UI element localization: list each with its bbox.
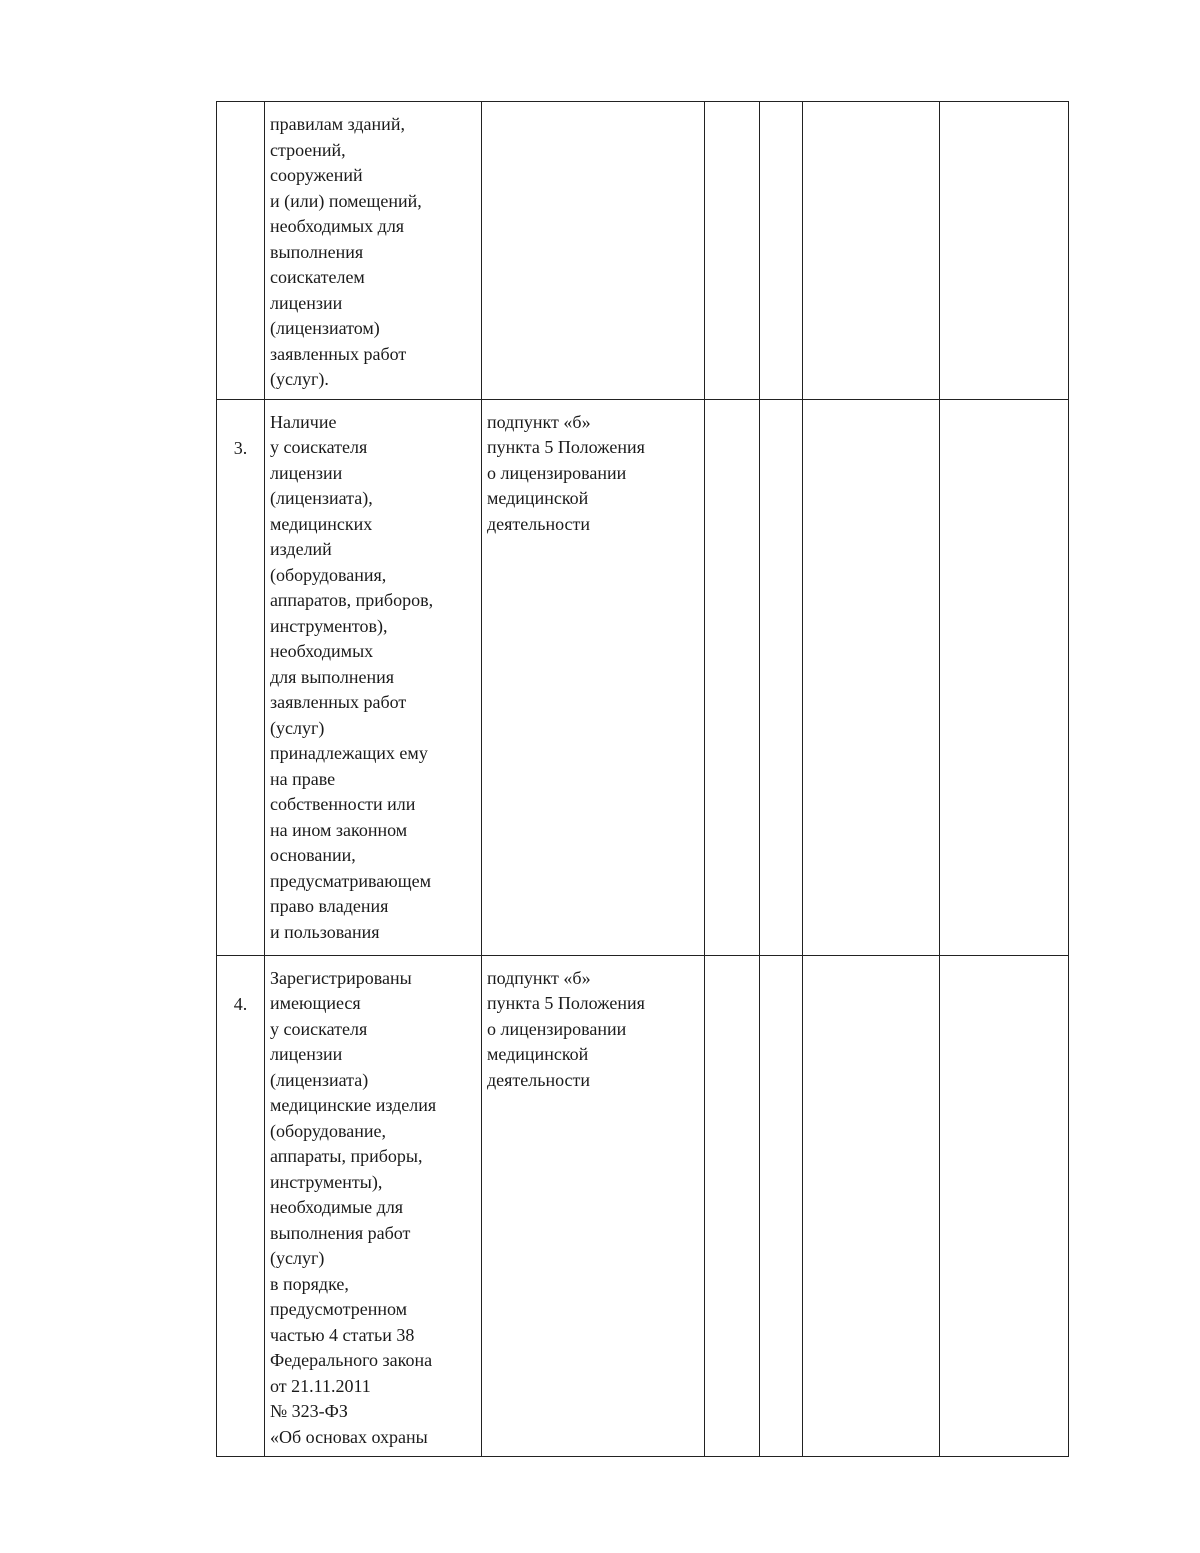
reference-cell (482, 102, 705, 400)
cell-text-line: сооружений (270, 165, 363, 185)
cell-text-line: и (или) помещений, (270, 190, 422, 211)
table-row (217, 399, 1069, 955)
cell-text-line: пункта 5 Положения (487, 993, 645, 1013)
cell-text-line: изделий (270, 539, 332, 559)
row-number-cell: 3. (217, 399, 265, 955)
cell-text-line: собственности или (270, 794, 416, 814)
cell-text-line: Наличие (270, 411, 337, 432)
cell-text-line: лицензии (270, 292, 343, 313)
not-applicable-cell (803, 399, 940, 955)
cell-text-line: в порядке, (270, 1273, 349, 1294)
cell-text-line: принадлежащих ему (270, 743, 428, 763)
cell-text-line: пункта 5 Положения (487, 437, 645, 457)
cell-text-line: деятельности (487, 513, 591, 534)
requirement-cell (265, 102, 482, 400)
cell-text-line: правилам зданий, (270, 114, 405, 134)
cell-text-line: право владения (270, 896, 389, 916)
not-applicable-cell (803, 102, 940, 400)
cell-text-line: (оборудования, (270, 564, 387, 585)
cell-text-line: предусмотренном (270, 1299, 408, 1319)
cell-text-line: (лицензиата) (270, 1069, 369, 1090)
checklist-table (216, 101, 1069, 1457)
yes-cell (705, 399, 760, 955)
cell-text-line: основании, (270, 845, 356, 865)
cell-text-line: лицензии (270, 462, 343, 483)
cell-text-line: (услуг) (270, 1248, 325, 1268)
table-row (217, 102, 1069, 400)
cell-text-line: (оборудование, (270, 1120, 386, 1141)
no-cell (760, 102, 803, 400)
notes-cell (940, 102, 1069, 400)
row-number-cell: 4. (217, 955, 265, 1457)
cell-text-line: подпункт «б» (487, 411, 591, 432)
cell-text-line: выполнения (270, 241, 364, 262)
cell-text-line: соискателем (270, 267, 365, 287)
cell-text-line: аппаратов, приборов, (270, 590, 434, 610)
cell-text-line: выполнения работ (270, 1222, 411, 1243)
cell-text-line: медицинской (487, 488, 589, 508)
requirement-cell (265, 399, 482, 955)
cell-text-line: (лицензиатом) (270, 318, 380, 338)
reference-cell (482, 955, 705, 1457)
cell-text-line: деятельности (487, 1069, 591, 1090)
requirement-cell (265, 955, 482, 1457)
cell-text-line: (лицензиата), (270, 488, 373, 508)
cell-text-line: заявленных работ (270, 343, 407, 364)
cell-text-line: аппараты, приборы, (270, 1146, 423, 1166)
no-cell (760, 399, 803, 955)
cell-text-line: у соискателя (270, 1018, 368, 1039)
cell-text-line: (услуг). (270, 369, 329, 389)
table-row (217, 955, 1069, 1457)
cell-text-line: Федерального закона (270, 1350, 433, 1370)
not-applicable-cell (803, 955, 940, 1457)
no-cell (760, 955, 803, 1457)
cell-text-line: заявленных работ (270, 692, 407, 712)
cell-text-line: медицинских (270, 513, 373, 534)
cell-text-line: строений, (270, 139, 346, 160)
cell-text-line: необходимые для (270, 1197, 404, 1217)
cell-text-line: о лицензировании (487, 1018, 627, 1039)
yes-cell (705, 102, 760, 400)
yes-cell (705, 955, 760, 1457)
cell-text-line: от 21.11.2011 (270, 1375, 371, 1396)
cell-text-line: предусматривающем (270, 870, 431, 891)
cell-text-line: и пользования (270, 921, 380, 942)
cell-text-line: имеющиеся (270, 993, 361, 1013)
cell-text-line: подпункт «б» (487, 967, 591, 988)
reference-cell (482, 399, 705, 955)
cell-text-line: на ином законном (270, 819, 408, 840)
notes-cell (940, 955, 1069, 1457)
cell-text-line: на праве (270, 768, 336, 789)
cell-text-line: инструментов), (270, 615, 388, 636)
cell-text-line: лицензии (270, 1044, 343, 1064)
cell-text-line: медицинской (487, 1044, 589, 1064)
notes-cell (940, 399, 1069, 955)
cell-text-line: № 323-ФЗ (270, 1401, 348, 1421)
cell-text-line: необходимых для (270, 216, 405, 236)
cell-text-line: (услуг) (270, 717, 325, 738)
cell-text-line: у соискателя (270, 437, 368, 457)
cell-text-line: «Об основах охраны (270, 1426, 428, 1447)
cell-text-line: для выполнения (270, 666, 395, 687)
cell-text-line: Зарегистрированы (270, 967, 412, 988)
cell-text-line: медицинские изделия (270, 1095, 437, 1115)
cell-text-line: необходимых (270, 641, 374, 661)
cell-text-line: о лицензировании (487, 462, 627, 483)
cell-text-line: частью 4 статьи 38 (270, 1324, 415, 1345)
cell-text-line: инструменты), (270, 1171, 383, 1192)
row-number-cell (217, 102, 265, 400)
